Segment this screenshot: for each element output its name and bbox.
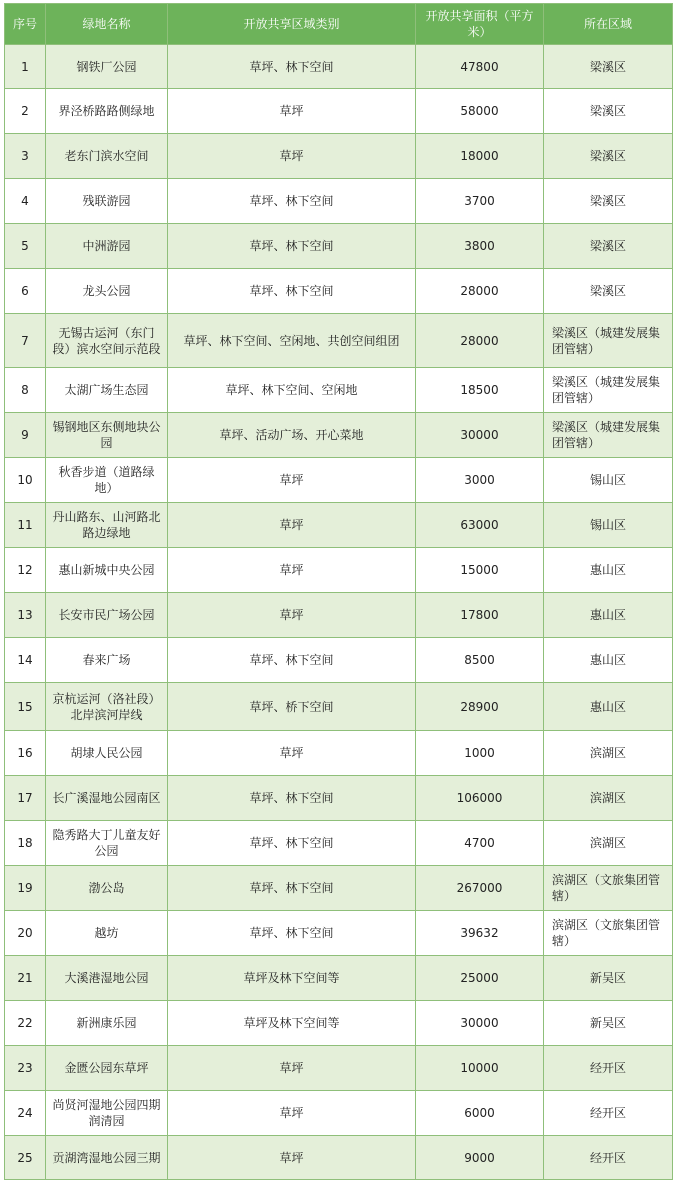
cell-index: 9 [5,413,46,458]
cell-region: 滨湖区 [544,731,673,776]
table-row [5,548,673,593]
cell-name: 胡埭人民公园 [46,731,168,776]
cell-category: 草坪、林下空间、空闲地、共创空间组团 [168,314,416,368]
cell-category: 草坪、林下空间 [168,269,416,314]
cell-category: 草坪及林下空间等 [168,956,416,1001]
cell-region: 滨湖区（文旅集团管辖） [544,911,673,956]
cell-area: 30000 [416,1001,544,1046]
cell-area: 25000 [416,956,544,1001]
cell-area: 15000 [416,548,544,593]
cell-name: 金匮公园东草坪 [46,1046,168,1091]
cell-index: 13 [5,593,46,638]
cell-area: 28000 [416,269,544,314]
cell-index: 17 [5,776,46,821]
cell-area: 63000 [416,503,544,548]
cell-index: 21 [5,956,46,1001]
cell-region: 梁溪区 [544,134,673,179]
cell-index: 3 [5,134,46,179]
cell-category: 草坪 [168,89,416,134]
cell-area: 9000 [416,1136,544,1180]
cell-region: 惠山区 [544,593,673,638]
cell-category: 草坪 [168,593,416,638]
cell-index: 1 [5,45,46,89]
table-row [5,731,673,776]
cell-region: 惠山区 [544,638,673,683]
cell-index: 4 [5,179,46,224]
table-row [5,593,673,638]
table-row [5,1001,673,1046]
table-row [5,413,673,458]
table-row [5,458,673,503]
cell-area: 1000 [416,731,544,776]
cell-category: 草坪、林下空间 [168,911,416,956]
cell-index: 7 [5,314,46,368]
cell-index: 22 [5,1001,46,1046]
cell-area: 17800 [416,593,544,638]
cell-area: 4700 [416,821,544,866]
cell-category: 草坪 [168,134,416,179]
table-row [5,956,673,1001]
cell-area: 28000 [416,314,544,368]
cell-name: 龙头公园 [46,269,168,314]
cell-region: 经开区 [544,1091,673,1136]
table-row [5,134,673,179]
cell-category: 草坪、林下空间 [168,224,416,269]
cell-index: 15 [5,683,46,731]
cell-area: 47800 [416,45,544,89]
cell-region: 惠山区 [544,548,673,593]
cell-name: 尚贤河湿地公园四期润清园 [46,1091,168,1136]
header-name: 绿地名称 [46,4,168,45]
cell-category: 草坪 [168,503,416,548]
cell-name: 隐秀路大丁儿童友好公园 [46,821,168,866]
cell-name: 无锡古运河（东门段）滨水空间示范段 [46,314,168,368]
cell-region: 梁溪区 [544,179,673,224]
header-area: 开放共享面积（平方米） [416,4,544,45]
cell-area: 28900 [416,683,544,731]
cell-name: 钢铁厂公园 [46,45,168,89]
cell-region: 梁溪区（城建发展集团管辖） [544,314,673,368]
table-row [5,1091,673,1136]
cell-name: 大溪港湿地公园 [46,956,168,1001]
table-row [5,314,673,368]
cell-name: 秋香步道（道路绿地） [46,458,168,503]
table-row [5,89,673,134]
cell-index: 10 [5,458,46,503]
cell-index: 11 [5,503,46,548]
cell-index: 8 [5,368,46,413]
cell-index: 18 [5,821,46,866]
cell-index: 23 [5,1046,46,1091]
cell-region: 经开区 [544,1046,673,1091]
cell-region: 锡山区 [544,503,673,548]
cell-category: 草坪及林下空间等 [168,1001,416,1046]
cell-index: 25 [5,1136,46,1180]
cell-name: 锡钢地区东侧地块公园 [46,413,168,458]
cell-index: 12 [5,548,46,593]
cell-category: 草坪、林下空间 [168,821,416,866]
cell-name: 京杭运河（洛社段）北岸滨河岸线 [46,683,168,731]
cell-index: 6 [5,269,46,314]
cell-name: 残联游园 [46,179,168,224]
cell-name: 中洲游园 [46,224,168,269]
cell-index: 24 [5,1091,46,1136]
cell-index: 16 [5,731,46,776]
cell-name: 贡湖湾湿地公园三期 [46,1136,168,1180]
header-index: 序号 [5,4,46,45]
cell-index: 2 [5,89,46,134]
cell-area: 3700 [416,179,544,224]
cell-region: 梁溪区 [544,269,673,314]
cell-name: 渤公岛 [46,866,168,911]
cell-name: 界泾桥路路侧绿地 [46,89,168,134]
table-row [5,821,673,866]
cell-category: 草坪 [168,1091,416,1136]
table-row [5,1046,673,1091]
header-category: 开放共享区域类别 [168,4,416,45]
cell-region: 滨湖区 [544,821,673,866]
cell-name: 春来广场 [46,638,168,683]
green-space-table [4,3,673,1180]
table-row [5,368,673,413]
table-row [5,503,673,548]
table-row [5,224,673,269]
cell-name: 惠山新城中央公园 [46,548,168,593]
cell-category: 草坪、林下空间 [168,179,416,224]
cell-name: 新洲康乐园 [46,1001,168,1046]
cell-area: 6000 [416,1091,544,1136]
cell-name: 老东门滨水空间 [46,134,168,179]
cell-region: 梁溪区 [544,224,673,269]
cell-area: 18500 [416,368,544,413]
table-row [5,45,673,89]
cell-index: 14 [5,638,46,683]
cell-category: 草坪 [168,458,416,503]
cell-area: 3800 [416,224,544,269]
cell-category: 草坪、林下空间 [168,45,416,89]
cell-area: 106000 [416,776,544,821]
cell-category: 草坪 [168,548,416,593]
cell-area: 39632 [416,911,544,956]
cell-region: 经开区 [544,1136,673,1180]
cell-region: 梁溪区 [544,89,673,134]
table-row [5,776,673,821]
cell-region: 新吴区 [544,956,673,1001]
cell-name: 越坊 [46,911,168,956]
cell-category: 草坪 [168,731,416,776]
cell-category: 草坪、林下空间 [168,776,416,821]
cell-region: 梁溪区 [544,45,673,89]
cell-index: 20 [5,911,46,956]
cell-category: 草坪 [168,1046,416,1091]
cell-category: 草坪、桥下空间 [168,683,416,731]
cell-category: 草坪、林下空间 [168,638,416,683]
table-row [5,269,673,314]
cell-category: 草坪、林下空间、空闲地 [168,368,416,413]
cell-area: 8500 [416,638,544,683]
cell-name: 丹山路东、山河路北路边绿地 [46,503,168,548]
cell-region: 梁溪区（城建发展集团管辖） [544,413,673,458]
header-region: 所在区域 [544,4,673,45]
cell-category: 草坪 [168,1136,416,1180]
cell-category: 草坪、林下空间 [168,866,416,911]
table-row [5,1136,673,1180]
cell-name: 长广溪湿地公园南区 [46,776,168,821]
cell-region: 新吴区 [544,1001,673,1046]
cell-region: 锡山区 [544,458,673,503]
cell-region: 梁溪区（城建发展集团管辖） [544,368,673,413]
cell-region: 滨湖区 [544,776,673,821]
table-row [5,911,673,956]
cell-name: 太湖广场生态园 [46,368,168,413]
cell-index: 19 [5,866,46,911]
table-header-row [5,4,673,45]
table-row [5,638,673,683]
table-row [5,866,673,911]
table-row [5,179,673,224]
cell-category: 草坪、活动广场、开心菜地 [168,413,416,458]
cell-area: 3000 [416,458,544,503]
cell-area: 18000 [416,134,544,179]
table-row [5,683,673,731]
cell-area: 58000 [416,89,544,134]
cell-index: 5 [5,224,46,269]
cell-name: 长安市民广场公园 [46,593,168,638]
cell-region: 惠山区 [544,683,673,731]
cell-area: 10000 [416,1046,544,1091]
cell-area: 267000 [416,866,544,911]
cell-area: 30000 [416,413,544,458]
cell-region: 滨湖区（文旅集团管辖） [544,866,673,911]
